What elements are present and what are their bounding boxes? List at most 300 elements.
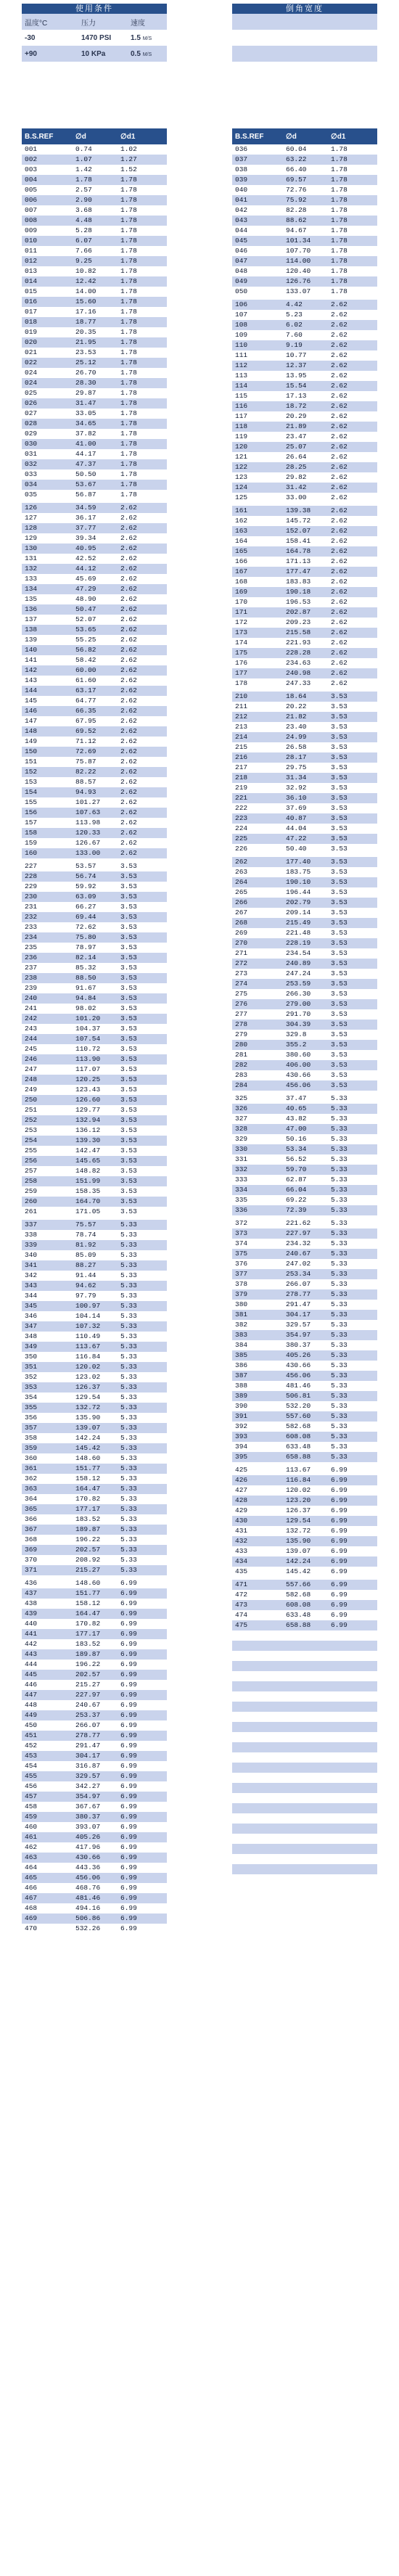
bs-ref-cell: 427	[232, 1485, 283, 1496]
inner-diameter-cell: 53.57	[73, 860, 118, 871]
table-row	[22, 439, 167, 449]
inner-diameter-cell: 82.22	[73, 767, 118, 777]
table-row	[22, 501, 167, 513]
empty-cell	[328, 1722, 377, 1732]
bs-ref-cell: 327	[232, 1114, 283, 1124]
table-row	[22, 1382, 167, 1392]
cross-section-cell: 3.53	[118, 1034, 167, 1044]
inner-diameter-cell: 405.26	[283, 1350, 328, 1361]
empty-cell	[328, 1773, 377, 1783]
table-row	[22, 1555, 167, 1565]
empty-cell	[232, 1681, 283, 1691]
cross-section-cell: 1.78	[118, 307, 167, 317]
inner-diameter-cell: 132.72	[73, 1403, 118, 1413]
inner-diameter-cell: 126.76	[283, 276, 328, 287]
empty-cell	[283, 1681, 328, 1691]
cross-section-cell: 6.99	[328, 1496, 377, 1506]
empty-cell	[283, 1813, 328, 1824]
cross-section-cell: 3.53	[328, 887, 377, 898]
table-row	[232, 577, 377, 587]
cross-section-cell: 1.78	[328, 236, 377, 246]
bs-ref-cell: 137	[22, 615, 73, 625]
oring-size-table-right	[232, 128, 377, 1874]
bs-ref-cell: 445	[22, 1670, 73, 1680]
cross-section-cell: 3.53	[118, 1146, 167, 1156]
cross-section-cell: 3.53	[328, 908, 377, 918]
inner-diameter-cell: 227.97	[283, 1228, 328, 1239]
table-row	[232, 1239, 377, 1249]
bs-ref-cell: 258	[22, 1176, 73, 1186]
bs-ref-cell: 002	[22, 155, 73, 165]
inner-diameter-cell: 2.90	[73, 195, 118, 205]
cross-section-cell: 2.62	[328, 668, 377, 678]
cross-section-cell: 6.99	[118, 1629, 167, 1639]
cross-section-cell: 2.62	[118, 737, 167, 747]
table-row	[22, 767, 167, 777]
bs-ref-cell: 350	[22, 1352, 73, 1362]
cross-section-cell: 2.62	[118, 625, 167, 635]
cross-section-cell: 2.62	[118, 747, 167, 757]
cross-section-cell: 5.33	[118, 1433, 167, 1443]
table-row	[232, 330, 377, 340]
bs-ref-cell: 118	[232, 422, 283, 432]
bs-ref-cell: 017	[22, 307, 73, 317]
cross-section-cell: 5.33	[118, 1352, 167, 1362]
cross-section-cell: 5.33	[118, 1281, 167, 1291]
cross-section-cell: 3.53	[328, 803, 377, 813]
table-row	[232, 462, 377, 472]
empty-row	[232, 1691, 377, 1702]
table-row	[22, 1781, 167, 1792]
table-row	[232, 1371, 377, 1381]
empty-row	[232, 1702, 377, 1712]
cross-section-cell: 1.78	[118, 317, 167, 327]
table-row	[22, 1565, 167, 1577]
cross-section-cell: 5.33	[328, 1104, 377, 1114]
inner-diameter-cell: 3.68	[73, 205, 118, 216]
bs-ref-cell: 362	[22, 1474, 73, 1484]
table-row	[232, 411, 377, 422]
bs-ref-cell: 254	[22, 1136, 73, 1146]
cross-section-cell: 2.62	[328, 442, 377, 452]
bs-ref-cell: 464	[22, 1863, 73, 1873]
inner-diameter-cell: 50.47	[73, 604, 118, 615]
cross-section-cell: 1.78	[328, 155, 377, 165]
bs-ref-cell: 466	[22, 1883, 73, 1893]
bs-ref-cell: 460	[22, 1822, 73, 1832]
speed-value: 0.5	[131, 49, 141, 58]
bs-ref-cell: 473	[232, 1600, 283, 1610]
cross-section-cell: 5.33	[328, 1239, 377, 1249]
inner-diameter-cell: 81.92	[73, 1240, 118, 1250]
table-row	[22, 1115, 167, 1125]
empty-cell	[328, 1824, 377, 1834]
table-row	[22, 635, 167, 645]
inner-diameter-cell: 2.57	[73, 185, 118, 195]
table-row	[232, 1104, 377, 1114]
bs-ref-cell: 375	[232, 1249, 283, 1259]
cross-section-cell: 5.33	[328, 1432, 377, 1442]
table-row	[232, 607, 377, 618]
cross-section-cell: 1.78	[118, 398, 167, 409]
cross-section-cell: 2.62	[328, 330, 377, 340]
inner-diameter-cell: 75.57	[73, 1218, 118, 1230]
bs-ref-cell: 448	[22, 1700, 73, 1710]
cross-section-cell: 6.99	[328, 1590, 377, 1600]
inner-diameter-cell: 456.06	[73, 1873, 118, 1883]
cross-section-cell: 2.62	[118, 696, 167, 706]
inner-diameter-cell: 240.67	[283, 1249, 328, 1259]
table-row	[22, 1504, 167, 1514]
empty-cell	[328, 1630, 377, 1641]
bs-ref-cell: 121	[232, 452, 283, 462]
table-row	[232, 1080, 377, 1092]
inner-diameter-cell: 247.02	[283, 1259, 328, 1269]
table-row	[22, 1453, 167, 1464]
table-row	[22, 1771, 167, 1781]
table-row	[232, 205, 377, 216]
cross-section-cell: 3.53	[328, 844, 377, 856]
cross-section-cell: 3.53	[328, 1040, 377, 1050]
table-row	[22, 1700, 167, 1710]
table-row	[232, 1124, 377, 1134]
bs-ref-cell: 241	[22, 1004, 73, 1014]
cross-section-cell: 3.53	[328, 999, 377, 1009]
empty-cell	[232, 1702, 283, 1712]
cross-section-cell: 1.78	[118, 449, 167, 459]
inner-diameter-cell: 247.33	[283, 678, 328, 690]
bs-ref-cell: 038	[232, 165, 283, 175]
table-row	[22, 828, 167, 838]
cross-section-cell: 3.53	[118, 1125, 167, 1136]
cross-section-cell: 3.53	[118, 892, 167, 902]
inner-diameter-cell: 71.12	[73, 737, 118, 747]
cross-section-cell: 1.78	[118, 469, 167, 480]
table-row	[22, 604, 167, 615]
empty-cell	[283, 1793, 328, 1803]
inner-diameter-cell: 133.00	[73, 848, 118, 860]
bs-ref-cell: 330	[232, 1144, 283, 1154]
inner-diameter-cell: 132.72	[283, 1526, 328, 1536]
cross-section-cell: 3.53	[118, 932, 167, 943]
cross-section-cell: 5.33	[328, 1144, 377, 1154]
speed-value: 1.5	[131, 33, 141, 42]
empty-cell	[232, 1732, 283, 1742]
inner-diameter-cell: 135.90	[283, 1536, 328, 1546]
table-row	[232, 216, 377, 226]
inner-diameter-cell: 329.8	[283, 1030, 328, 1040]
table-row	[22, 645, 167, 655]
bs-ref-cell: 166	[232, 557, 283, 567]
bs-ref-cell: 455	[22, 1771, 73, 1781]
bs-ref-cell: 211	[232, 702, 283, 712]
bs-ref-cell: 030	[22, 439, 73, 449]
table-row	[22, 276, 167, 287]
table-row	[22, 747, 167, 757]
empty-cell	[232, 1813, 283, 1824]
table-row	[22, 706, 167, 716]
empty-cell	[283, 1742, 328, 1752]
inner-diameter-cell: 145.42	[283, 1567, 328, 1578]
bs-ref-cell: 434	[232, 1556, 283, 1567]
bs-ref-cell: 372	[232, 1217, 283, 1228]
table-row	[232, 803, 377, 813]
cross-section-cell: 2.62	[118, 797, 167, 808]
table-row	[232, 1485, 377, 1496]
table-row	[232, 165, 377, 175]
bs-ref-cell: 360	[22, 1453, 73, 1464]
table-row	[22, 615, 167, 625]
cross-section-cell: 6.99	[328, 1485, 377, 1496]
bs-ref-cell: 156	[22, 808, 73, 818]
table-row	[232, 1620, 377, 1630]
inner-diameter-cell: 53.34	[283, 1144, 328, 1154]
pressure-cell: 10 KPa	[78, 46, 128, 62]
cross-section-cell: 5.33	[118, 1271, 167, 1281]
cross-section-cell: 3.53	[118, 1136, 167, 1146]
inner-diameter-cell: 23.47	[283, 432, 328, 442]
bs-ref-cell: 221	[232, 793, 283, 803]
empty-row	[232, 1722, 377, 1732]
table-row	[22, 838, 167, 848]
table-row	[22, 1853, 167, 1863]
cross-section-cell: 3.53	[118, 1115, 167, 1125]
bs-ref-cell: 130	[22, 543, 73, 554]
table-row	[22, 584, 167, 594]
table-row	[22, 882, 167, 892]
table-row	[232, 1610, 377, 1620]
table-row	[232, 1279, 377, 1289]
bs-ref-cell: 346	[22, 1311, 73, 1321]
cross-section-cell: 3.53	[118, 973, 167, 983]
bs-ref-cell: 024	[22, 368, 73, 378]
inner-diameter-cell: 104.37	[73, 1024, 118, 1034]
inner-diameter-cell: 196.53	[283, 597, 328, 607]
cross-section-cell: 3.53	[118, 1075, 167, 1085]
cross-section-cell: 5.33	[328, 1289, 377, 1300]
cross-section-cell: 6.99	[328, 1556, 377, 1567]
inner-diameter-cell: 215.49	[283, 918, 328, 928]
oring-size-table-left	[22, 128, 167, 1934]
inner-diameter-cell: 183.75	[283, 867, 328, 877]
cross-section-cell: 2.62	[118, 808, 167, 818]
bs-ref-cell: 238	[22, 973, 73, 983]
inner-diameter-cell: 40.65	[283, 1104, 328, 1114]
inner-diameter-cell: 456.06	[283, 1371, 328, 1381]
inner-diameter-cell: 468.76	[73, 1883, 118, 1893]
bs-ref-cell: 471	[232, 1578, 283, 1590]
table-row	[232, 504, 377, 516]
inner-diameter-cell: 151.99	[73, 1176, 118, 1186]
cross-section-cell: 1.78	[118, 368, 167, 378]
inner-diameter-cell: 25.07	[283, 442, 328, 452]
empty-cell	[328, 1864, 377, 1874]
table-row	[232, 1310, 377, 1320]
inner-diameter-cell: 101.27	[73, 797, 118, 808]
table-row	[232, 587, 377, 597]
cross-section-cell: 5.33	[328, 1228, 377, 1239]
cross-section-cell: 5.33	[328, 1350, 377, 1361]
cross-section-cell: 2.62	[328, 587, 377, 597]
inner-diameter-cell: 72.39	[283, 1205, 328, 1217]
bs-ref-cell: 226	[232, 844, 283, 856]
bs-ref-cell: 229	[22, 882, 73, 892]
bs-ref-cell: 224	[232, 824, 283, 834]
table-row	[232, 597, 377, 607]
table-row	[22, 1577, 167, 1588]
inner-diameter-cell: 196.44	[283, 887, 328, 898]
empty-row	[232, 1752, 377, 1763]
bs-ref-cell: 172	[232, 618, 283, 628]
cross-section-cell: 6.99	[118, 1924, 167, 1934]
inner-diameter-cell: 20.29	[283, 411, 328, 422]
table-row	[22, 1085, 167, 1095]
groove-cell	[232, 30, 377, 46]
bs-ref-cell: 369	[22, 1545, 73, 1555]
cross-section-cell: 3.53	[118, 1207, 167, 1218]
table-row	[232, 557, 377, 567]
empty-cell	[283, 1752, 328, 1763]
table-row	[22, 860, 167, 871]
bs-ref-cell: 336	[232, 1205, 283, 1217]
cross-section-cell: 5.33	[118, 1301, 167, 1311]
inner-diameter-cell: 189.87	[73, 1525, 118, 1535]
empty-cell	[283, 1824, 328, 1834]
bs-ref-cell: 365	[22, 1504, 73, 1514]
bs-ref-cell: 010	[22, 236, 73, 246]
bs-ref-cell: 376	[232, 1259, 283, 1269]
empty-cell	[283, 1864, 328, 1874]
table-row	[22, 1822, 167, 1832]
empty-row	[232, 1783, 377, 1793]
table-row	[22, 1494, 167, 1504]
cross-section-cell: 5.33	[118, 1464, 167, 1474]
table-row	[22, 1176, 167, 1186]
bs-ref-cell: 377	[232, 1269, 283, 1279]
inner-diameter-cell: 43.82	[283, 1114, 328, 1124]
table-row	[232, 1546, 377, 1556]
inner-diameter-cell: 417.96	[73, 1842, 118, 1853]
cross-section-cell: 5.33	[328, 1205, 377, 1217]
inner-diameter-cell: 1.78	[73, 175, 118, 185]
inner-diameter-cell: 266.07	[73, 1720, 118, 1731]
table-row	[232, 432, 377, 442]
inner-diameter-cell: 41.00	[73, 439, 118, 449]
bs-ref-cell: 442	[22, 1639, 73, 1649]
cross-section-cell: 5.33	[118, 1474, 167, 1484]
cross-section-cell: 5.33	[118, 1362, 167, 1372]
inner-diameter-cell: 304.17	[283, 1310, 328, 1320]
cross-section-cell: 2.62	[328, 504, 377, 516]
table-row	[22, 1525, 167, 1535]
cross-section-cell: 6.99	[118, 1832, 167, 1842]
table-row	[232, 834, 377, 844]
bs-ref-cell: 389	[232, 1391, 283, 1401]
empty-cell	[283, 1630, 328, 1641]
bs-ref-cell: 218	[232, 773, 283, 783]
cross-section-cell: 3.53	[328, 856, 377, 867]
empty-row	[232, 1732, 377, 1742]
cross-section-cell: 1.78	[118, 429, 167, 439]
cross-section-cell: 3.53	[328, 1030, 377, 1040]
bs-ref-cell: 325	[232, 1092, 283, 1104]
table-row	[22, 236, 167, 246]
table-row	[22, 1065, 167, 1075]
cross-section-cell: 6.99	[118, 1619, 167, 1629]
table-row	[232, 668, 377, 678]
cross-section-cell: 3.53	[118, 1054, 167, 1065]
bs-ref-cell: 110	[232, 340, 283, 350]
cross-section-cell: 2.62	[118, 757, 167, 767]
bs-ref-cell: 008	[22, 216, 73, 226]
table-row	[22, 490, 167, 501]
inner-diameter-cell: 107.63	[73, 808, 118, 818]
cross-section-cell: 3.53	[118, 1004, 167, 1014]
inner-diameter-cell: 32.92	[283, 783, 328, 793]
cross-section-cell: 6.99	[118, 1731, 167, 1741]
cross-section-cell: 3.53	[118, 983, 167, 993]
table-header-row	[22, 128, 167, 144]
cross-section-cell: 3.53	[328, 898, 377, 908]
inner-diameter-cell: 85.09	[73, 1250, 118, 1260]
cross-section-cell: 3.53	[118, 902, 167, 912]
cross-section-cell: 2.62	[118, 676, 167, 686]
table-row	[232, 1289, 377, 1300]
bs-ref-cell: 115	[232, 391, 283, 401]
cross-section-cell: 5.33	[328, 1300, 377, 1310]
bs-ref-cell: 272	[232, 959, 283, 969]
bs-ref-cell: 127	[22, 513, 73, 523]
inner-diameter-cell: 658.88	[283, 1452, 328, 1464]
bs-ref-cell: 439	[22, 1609, 73, 1619]
bs-ref-cell: 032	[22, 459, 73, 469]
inner-diameter-cell: 66.04	[283, 1185, 328, 1195]
table-row	[232, 989, 377, 999]
bs-ref-cell: 472	[232, 1590, 283, 1600]
table-row	[232, 1350, 377, 1361]
table-row	[232, 959, 377, 969]
table-row	[232, 361, 377, 371]
cross-section-cell: 1.78	[118, 236, 167, 246]
table-row	[232, 276, 377, 287]
bs-ref-cell: 358	[22, 1433, 73, 1443]
empty-cell	[283, 1671, 328, 1681]
inner-diameter-cell: 120.02	[73, 1362, 118, 1372]
groove-row	[232, 46, 377, 62]
empty-cell	[328, 1651, 377, 1661]
table-row	[232, 1259, 377, 1269]
empty-cell	[328, 1844, 377, 1854]
bs-ref-cell: 245	[22, 1044, 73, 1054]
table-row	[232, 1175, 377, 1185]
inner-diameter-cell: 279.00	[283, 999, 328, 1009]
speed-cell	[128, 46, 167, 62]
inner-diameter-cell: 28.25	[283, 462, 328, 472]
table-row	[22, 564, 167, 574]
empty-row	[232, 1661, 377, 1671]
cross-section-cell: 1.78	[118, 419, 167, 429]
cross-section-cell: 3.53	[328, 783, 377, 793]
bs-ref-cell: 139	[22, 635, 73, 645]
table-row	[22, 1609, 167, 1619]
cross-section-cell: 2.62	[118, 615, 167, 625]
conditions-table	[22, 14, 167, 62]
table-row	[232, 1185, 377, 1195]
cross-section-cell: 5.33	[118, 1240, 167, 1250]
bs-ref-cell: 140	[22, 645, 73, 655]
empty-cell	[328, 1813, 377, 1824]
bs-ref-cell: 151	[22, 757, 73, 767]
